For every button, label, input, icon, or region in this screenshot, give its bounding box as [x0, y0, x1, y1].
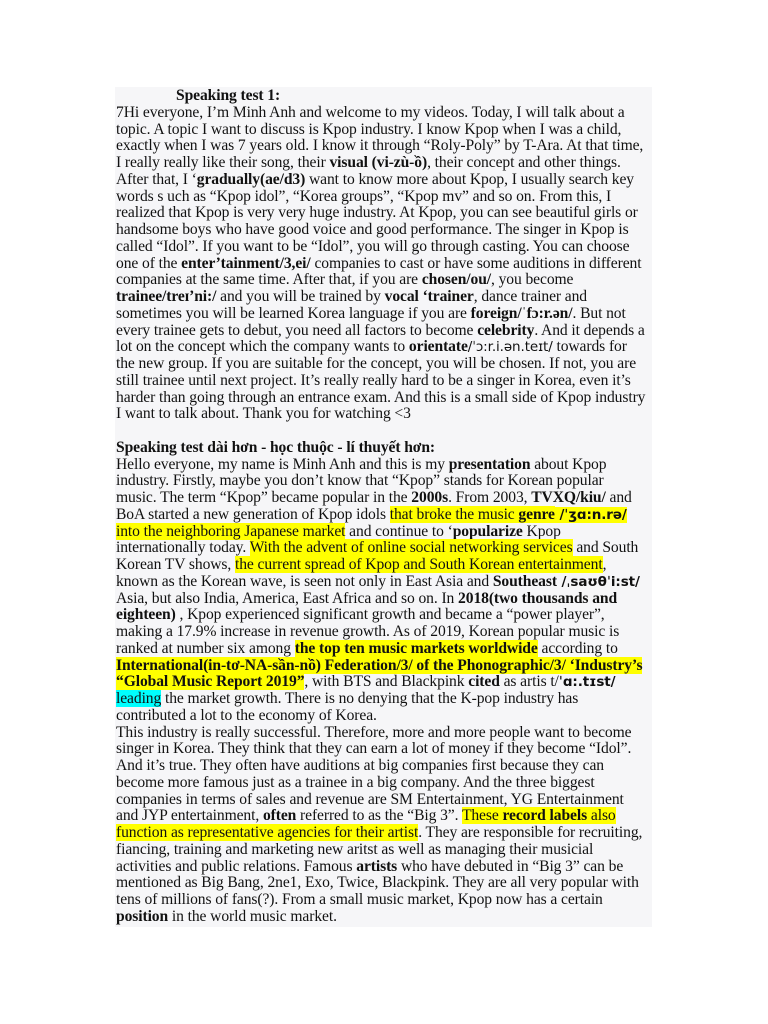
bold-text: eighteen)	[116, 606, 176, 624]
text-line	[116, 239, 652, 256]
text-segment: handsome boys who have good voice and good performance. The singer in Kpop is	[116, 221, 629, 238]
text-segment: Korean TV shows,	[116, 556, 235, 573]
paragraph-gap	[116, 423, 652, 440]
text-line	[116, 373, 652, 390]
text-segment: , dance trainer and	[473, 288, 587, 305]
text-line	[116, 205, 652, 222]
text-line	[116, 674, 652, 691]
text-segment: still trainee until next project. It’s really really hard to be a singer in Korea, even it’s	[116, 371, 631, 389]
text-line	[116, 507, 652, 524]
text-segment: And it’s true. They often have auditions at big companies first because they can	[116, 757, 604, 774]
bold-text: often	[262, 807, 297, 825]
bold-text: /ˌsaʊθˈi:st/	[556, 573, 640, 590]
text-segment: BoA started a new generation of Kpop idols	[116, 505, 390, 523]
text-segment: in the world music market.	[168, 907, 337, 925]
text-segment: topic. A topic I want to discuss is Kpop industry. I know Kpop when I was a child,	[116, 120, 622, 138]
highlighted-text: function as representative agencies for their artist	[116, 824, 419, 841]
highlighted-text: genre	[518, 505, 555, 523]
text-segment: the market growth. There is no denying that the K-pop industry has	[161, 690, 579, 707]
text-line	[116, 289, 652, 306]
text-segment: making a 17.9% increase in revenue growth. As of 2019, Korean popular music is	[116, 623, 620, 640]
text-line	[116, 222, 652, 239]
text-segment: about Kpop	[530, 455, 607, 473]
text-line	[116, 390, 652, 407]
text-segment: This industry is really successful. Therefore, more and more people want to become	[116, 723, 632, 741]
text-segment: as artis t/	[499, 673, 559, 691]
text-line	[116, 490, 652, 507]
bold-text: popularize	[452, 522, 523, 540]
highlighted-text: /ˈʒɑ:n.rə/	[554, 506, 627, 523]
text-segment: harder than going through an entrance exam. And this is a small side of Kpop industry	[116, 388, 646, 406]
text-segment: activities and public relations. Famous	[116, 857, 357, 875]
text-segment: according to	[537, 639, 618, 657]
text-line	[116, 122, 652, 139]
text-segment: I want to talk about. Thank you for watching <3	[116, 405, 411, 423]
text-line	[116, 457, 652, 474]
text-line	[116, 272, 652, 289]
text-line	[116, 808, 652, 825]
text-segment: After that, I ‘	[116, 170, 197, 188]
bold-text: enter’tainment/3,ei/	[181, 254, 311, 272]
bold-text: foreign/ˈfɔ:r.ən/	[470, 304, 573, 322]
section-1-title: Speaking test 1:	[176, 87, 281, 104]
highlighted-text: the current spread of Kpop and South Korean entertainment	[235, 556, 603, 573]
text-line	[116, 859, 652, 876]
text-segment: every trainee gets to debut, you need all factors to become	[116, 321, 478, 339]
bold-text: artists	[356, 857, 398, 875]
text-segment: and JYP entertainment,	[116, 807, 263, 825]
text-line	[116, 825, 652, 842]
text-segment: , you become	[491, 271, 574, 289]
text-line	[116, 624, 652, 641]
text-segment: lot on the concept which the company wants to	[116, 338, 409, 356]
text-segment: ranked at number six among	[116, 639, 295, 657]
text-line	[116, 725, 652, 742]
text-line	[116, 775, 652, 792]
text-line	[116, 792, 652, 809]
text-segment: and	[605, 489, 632, 506]
text-segment: and continue to ‘	[345, 522, 453, 540]
bold-text: ˈɑ:.tɪst/	[558, 674, 616, 691]
bold-text: celebrity	[477, 321, 535, 339]
bold-text: 2018(two thousands and	[458, 589, 618, 607]
text-line	[116, 607, 652, 624]
text-line	[116, 574, 652, 591]
bold-text: Southeast	[492, 572, 557, 590]
text-segment: . And it depends a	[534, 321, 645, 339]
text-segment: tens of millions of fans(?). From a small music market, Kpop now has a certain	[116, 891, 603, 908]
highlighted-text: “Global Music Report 2019”	[116, 673, 305, 691]
text-segment: the new group. If you are suitable for the concept, you will be chosen. If not, you are	[116, 355, 637, 372]
text-segment: one of the	[116, 254, 182, 272]
text-line	[116, 909, 652, 926]
text-line	[116, 875, 652, 892]
text-segment: , with BTS and Blackpink	[304, 673, 469, 691]
text-segment: , Kpop experienced significant growth and became a “power player”,	[175, 606, 605, 624]
text-segment: . But not	[572, 304, 626, 322]
section-2-body	[116, 457, 652, 926]
text-segment: /ˈɔ:r.i.ən.teɪt/	[467, 339, 553, 356]
text-line	[116, 172, 652, 189]
text-line	[116, 189, 652, 206]
text-segment: sometimes you will be learned Korea language if you are	[116, 304, 471, 322]
text-line	[116, 842, 652, 859]
bold-text: vocal ‘trainer	[384, 288, 474, 305]
text-line	[116, 406, 652, 423]
highlighted-text: International(in-tơ-NA-sần-nồ) Federation/3/ of the Phonographic/3/ ‘Industry’s	[116, 656, 643, 674]
text-segment: ,	[602, 556, 607, 573]
text-segment: and you will be trained by	[216, 288, 385, 305]
highlighted-text: record labels	[502, 807, 588, 825]
text-line	[116, 473, 652, 490]
text-segment: companies in terms of sales and revenue are SM Entertainment, YG Entertainment	[116, 790, 624, 808]
text-segment: who have debuted in “Big 3” can be	[397, 857, 624, 875]
text-segment: , their concept and other things.	[427, 154, 621, 171]
text-line	[116, 892, 652, 909]
text-segment: realized that Kpop is very very huge industry. At Kpop, you can see beautiful girls or	[116, 204, 638, 222]
text-segment: . They are responsible for recruiting,	[418, 824, 643, 841]
text-line	[116, 591, 652, 608]
text-segment: and South	[572, 539, 639, 557]
text-line	[116, 641, 652, 658]
text-segment: mentioned as Big Bang, 2ne1, Exo, Twice, Blackpink. They are all very popular with	[116, 874, 639, 892]
text-line	[116, 256, 652, 273]
text-line	[116, 323, 652, 340]
document-body	[116, 88, 652, 926]
text-segment: called “Idol”. If you want to be “Idol”, you will go through casting. You can choose	[116, 237, 630, 255]
text-line	[116, 557, 652, 574]
text-segment: known as the Korean wave, is seen not only in East Asia and	[116, 572, 493, 590]
bold-text: 2000s	[411, 489, 449, 506]
text-segment: companies at the same time. After that, if you are	[116, 271, 422, 289]
highlighted-text: into the neighboring Japanese market	[116, 522, 346, 540]
text-line	[116, 691, 652, 708]
bold-text: position	[116, 907, 169, 925]
text-line	[116, 339, 652, 356]
bold-text: TVXQ/kiu/	[531, 489, 606, 506]
text-line	[116, 540, 652, 557]
highlighted-text: also	[587, 807, 616, 825]
text-segment: companies to cast or have some auditions in different	[310, 254, 642, 272]
highlighted-text: the top ten music markets worldwide	[294, 639, 538, 657]
text-line	[116, 356, 652, 373]
text-line	[116, 155, 652, 172]
bold-text: gradually(ae/d3)	[196, 170, 306, 188]
text-segment: towards for	[552, 338, 627, 356]
text-segment: want to know more about Kpop, I usually search key	[305, 170, 634, 188]
text-segment: . From 2003,	[448, 489, 532, 506]
text-segment: fiancing, training and marketing new aritst as well as managing their musicial	[116, 840, 594, 858]
text-segment: music. The term “Kpop” became popular in the	[116, 489, 412, 506]
text-line	[116, 105, 652, 122]
text-line	[116, 138, 652, 155]
bold-text: trainee/treɪ’ni:/	[116, 288, 217, 305]
text-segment: referred to as the “Big 3”.	[296, 807, 462, 825]
highlighted-text: With the advent of online social networking services	[249, 539, 573, 557]
text-line	[116, 758, 652, 775]
highlighted-text: leading	[116, 690, 162, 707]
text-segment: Hello everyone, my name is Minh Anh and this is my	[116, 455, 449, 473]
document-page	[115, 87, 652, 927]
section-1-body	[116, 105, 652, 423]
text-line	[116, 658, 652, 675]
text-segment: become more famous just as a trainee in a big company. And the three biggest	[116, 773, 595, 791]
highlighted-text: These	[461, 807, 503, 825]
text-line	[116, 741, 652, 758]
text-segment: Asia, but also India, America, East Africa and so on. In	[116, 589, 459, 607]
bold-text: visual (vi-zù-ồ)	[329, 154, 428, 171]
text-segment: Kpop	[522, 522, 561, 540]
bold-text: chosen/ou/	[421, 271, 491, 289]
highlighted-text: that broke the music	[389, 505, 519, 523]
text-segment: contributed a lot to the economy of Korea.	[116, 706, 377, 724]
text-line	[116, 524, 652, 541]
text-segment: words s uch as “Kpop idol”, “Korea groups”, “Kpop mv” and so on. From this, I	[116, 187, 612, 205]
text-segment: 7Hi everyone, I’m Minh Anh and welcome to my videos. Today, I will talk about a	[116, 103, 625, 121]
text-segment: I really really like their song, their	[116, 154, 330, 171]
text-segment: internationally today.	[116, 539, 250, 557]
bold-text: cited	[468, 673, 500, 691]
bold-text: orientate	[408, 338, 468, 356]
bold-text: presentation	[448, 455, 531, 473]
section-2-title: Speaking test dài hơn - học thuộc - lí thuyết hơn:	[116, 438, 435, 456]
text-segment: exactly when I was 7 years old. I know it through “Roly-Poly” by T-Ara. At that time,	[116, 137, 644, 155]
text-line	[116, 708, 652, 725]
text-segment: singer in Korea. They think that they can earn a lot of money if they become “Idol”.	[116, 740, 632, 758]
text-segment: industry. Firstly, maybe you don’t know that “Kpop” stands for Korean popular	[116, 472, 604, 490]
text-line	[116, 306, 652, 323]
